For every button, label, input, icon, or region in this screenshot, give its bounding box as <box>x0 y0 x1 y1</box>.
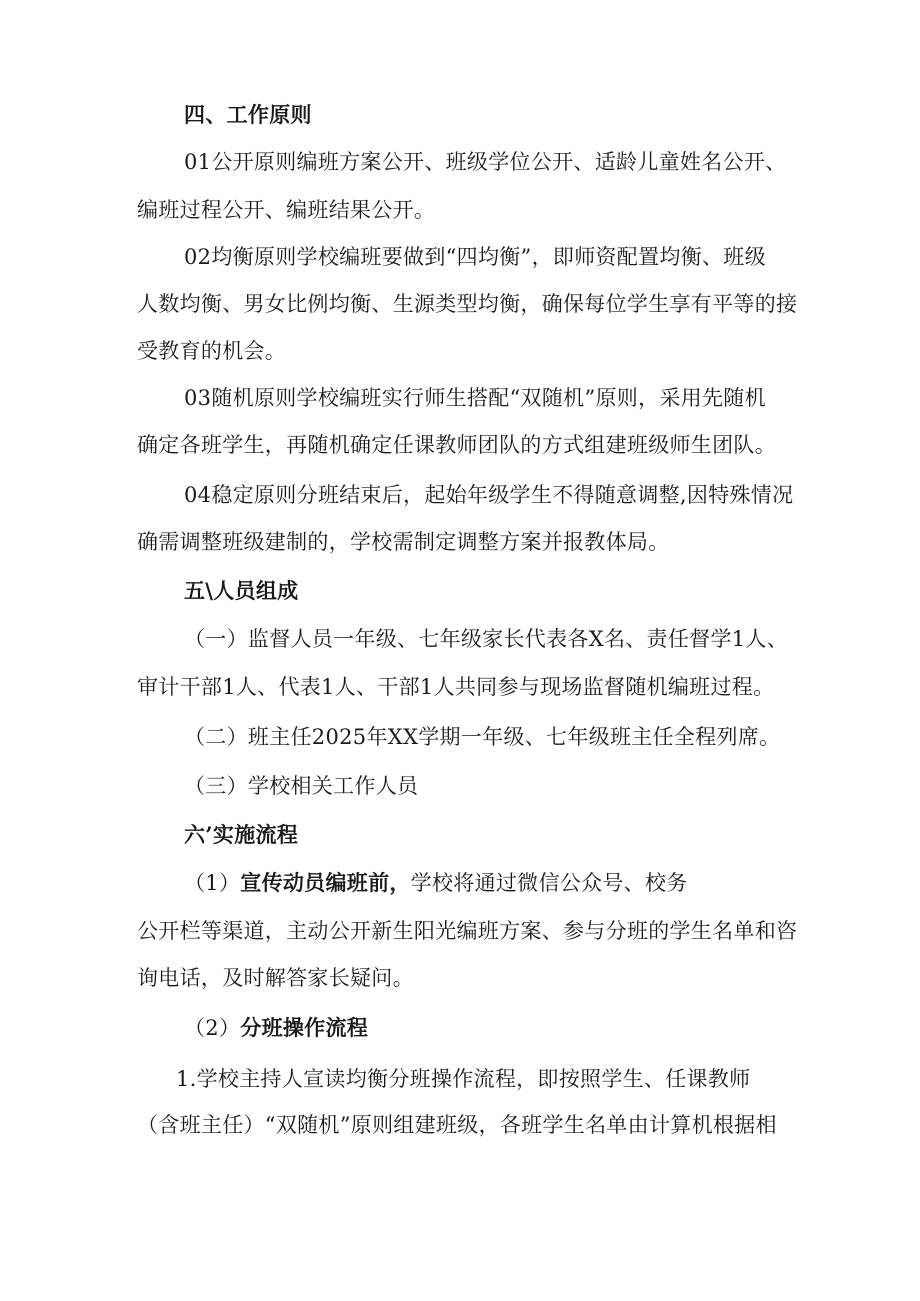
paragraph-line: （二）班主任2025年XX学期一年级、七年级班主任全程列席。 <box>184 725 781 749</box>
item-number: （2） <box>184 1016 241 1040</box>
paragraph-line: 编班过程公开、编班结果公开。 <box>137 198 436 222</box>
paragraph-line: 人数均衡、男女比例均衡、生源类型均衡，确保每位学生享有平等的接 <box>137 292 798 316</box>
paragraph-line: 受教育的机会。 <box>137 339 287 363</box>
paragraph-line: 01公开原则编班方案公开、班级学位公开、适龄儿童姓名公开、 <box>184 150 787 174</box>
paragraph-line: 1.学校主持人宣读均衡分班操作流程，即按照学生、任课教师 <box>176 1067 751 1091</box>
item-title: 宣传动员编班前， <box>240 870 411 895</box>
paragraph-line: （一）监督人员一年级、七年级家长代表各X名、责任督学1人、 <box>184 627 789 651</box>
item-title: 分班操作流程 <box>240 1015 369 1040</box>
section-heading-work-principles: 四、工作原则 <box>184 102 312 127</box>
paragraph-line: 询电话，及时解答家长疑问。 <box>137 966 414 990</box>
paragraph-line: 确定各班学生，再随机确定任课教师团队的方式组建班级师生团队。 <box>137 433 776 457</box>
section-heading-procedure: 六’实施流程 <box>184 822 299 847</box>
item-number: （1） <box>184 871 241 895</box>
paragraph-line: 公开栏等渠道，主动公开新生阳光编班方案、参与分班的学生名单和咨 <box>137 919 798 943</box>
paragraph-line: （含班主任）“双随机”原则组建班级，各班学生名单由计算机根据相 <box>137 1113 777 1137</box>
paragraph-line: （三）学校相关工作人员 <box>184 774 419 798</box>
paragraph-line: 04稳定原则分班结束后，起始年级学生不得随意调整,因特殊情况 <box>184 483 794 507</box>
paragraph-line: 03随机原则学校编班实行师生搭配“双随机”原则，采用先随机 <box>184 386 766 410</box>
paragraph-line: 02均衡原则学校编班要做到“四均衡”，即师资配置均衡、班级 <box>184 245 766 269</box>
section-heading-staff: 五\人员组成 <box>184 578 299 603</box>
paragraph-line: 审计干部1人、代表1人、干部1人共同参与现场监督随机编班过程。 <box>137 675 775 699</box>
paragraph-line <box>184 1013 368 1043</box>
paragraph-line: 确需调整班级建制的，学校需制定调整方案并报教体局。 <box>137 530 670 554</box>
item-text: 学校将通过微信公众号、校务 <box>410 871 688 895</box>
paragraph-line <box>184 868 688 898</box>
